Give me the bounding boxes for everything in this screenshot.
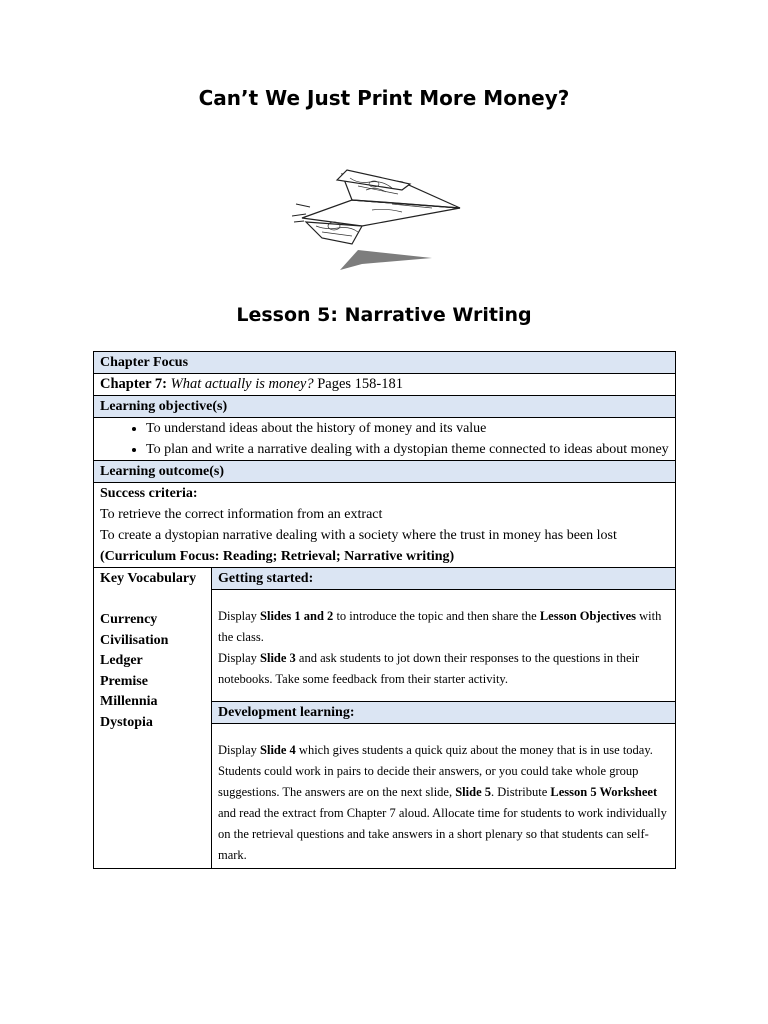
chapter-focus-header: Chapter Focus [94,352,676,374]
development-header: Development learning: [212,702,676,724]
vocab-item: Premise [100,673,148,689]
objectives-header: Learning objective(s) [94,396,676,418]
success-item: To retrieve the correct information from an extract [100,507,383,522]
vocab-item: Civilisation [100,632,169,648]
chapter-label: Chapter 7: [100,376,167,392]
development-cell [212,724,676,869]
curriculum-focus: (Curriculum Focus: Reading; Retrieval; Narrative writing) [100,549,455,564]
objective-item: • To plan and write a narrative dealing with a dystopian theme connected to ideas about money [146,439,675,460]
getting-started-cell [212,590,676,702]
lesson-plan-table [93,351,676,869]
chapter-pages: Pages 158-181 [317,376,404,392]
vocab-item: Dystopia [100,714,153,730]
page-title: Can’t We Just Print More Money? [198,86,570,110]
vocab-cell [94,568,212,869]
vocab-item: Currency [100,612,158,627]
chapter-title: What actually is money? [170,376,314,392]
development-text: Display Slide 4 which gives students a quick quiz about the money that is in use today. Students could work in pairs to decide their answers, or you could take whole group suggestions. The answers are on the next slide, Slide 5. Distribute Lesson 5 Worksheet and read the extract from Chapter 7 aloud. Allocate time for students to work individually on the retrieval questions and take answers in a short plenary so that students can self-mark. [218,743,667,862]
getting-started-p1: Display Slides 1 and 2 to introduce the topic and then share the Lesson Objectives with the class. [218,609,662,644]
vocab-header: Key Vocabulary [100,571,197,586]
objectives-cell [94,418,676,461]
vocab-item: Ledger [100,653,143,668]
getting-started-header: Getting started: [212,568,676,590]
success-criteria-label: Success criteria: [100,486,198,501]
outcomes-header: Learning outcome(s) [94,461,676,483]
paper-plane-money-icon [292,160,472,278]
lesson-title: Lesson 5: Narrative Writing [236,304,532,326]
outcomes-cell [94,483,676,568]
getting-started-p2: Display Slide 3 and ask students to jot down their responses to the questions in their notebooks. Take some feedback from their starter activity. [218,651,640,686]
vocab-item: Millennia [100,694,158,709]
success-item: To create a dystopian narrative dealing with a society where the trust in money has been lost [100,528,617,543]
chapter-row [94,374,676,396]
objective-item: • To understand ideas about the history of money and its value [146,418,675,439]
